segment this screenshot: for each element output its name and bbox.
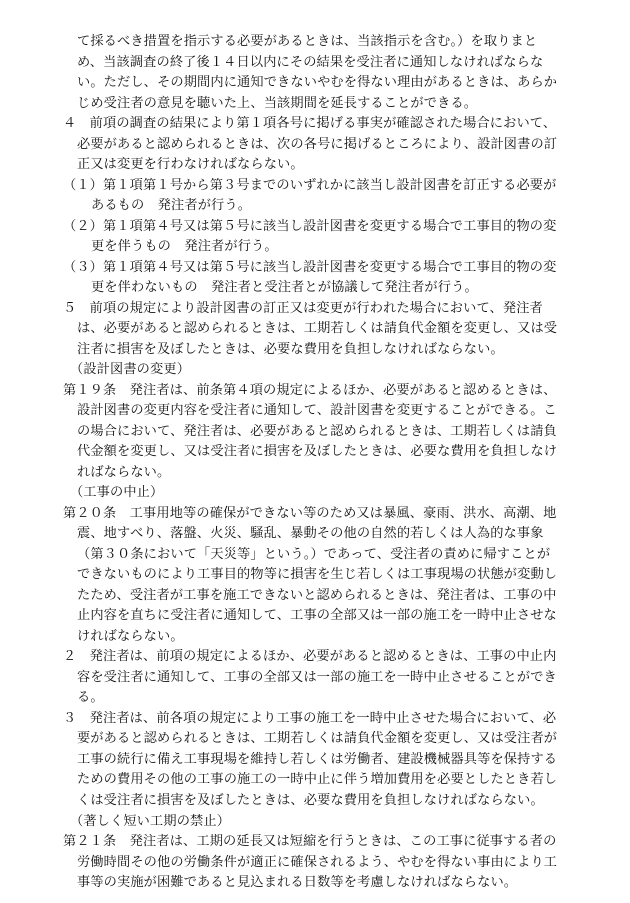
- text-line: 震、地すべり、落盤、火災、騒乱、暴動その他の自然的若しくは人為的な事象: [77, 526, 544, 542]
- text-line: ければならない。: [77, 628, 184, 644]
- text-line: たため、受注者が工事を施工できないと認められるときは、発注者は、工事の中: [77, 587, 557, 603]
- text-line: 第２０条 工事用地等の確保ができない等のため又は暴風、豪雨、洪水、高潮、地: [63, 505, 557, 521]
- text-line: い。ただし、その期間内に通知できないやむを得ない理由があるときは、あらか: [77, 75, 558, 90]
- text-line: 第２１条 発注者は、工期の延長又は短縮を行うときは、この工事に従事する者の: [63, 834, 557, 849]
- text-line: め、当該調査の終了後１４日以内にその結果を受注者に通知しなければならな: [77, 54, 544, 70]
- text-line: ればならない。: [77, 464, 171, 480]
- text-line: て採るべき措置を指示する必要があるときは、当該指示を含む。）を取りまと: [77, 34, 538, 49]
- text-line: じめ受注者の意見を聴いた上、当該期間を延長することができる。: [77, 95, 478, 111]
- text-line: ３ 発注者は、前各項の規定により工事の施工を一時中止させた場合において、必: [63, 710, 557, 726]
- text-line: ２ 発注者は、前項の規定によるほか、必要があると認めるときは、工事の中止内: [63, 649, 557, 665]
- text-line: 事等の実施が困難であると見込まれる日数等を考慮しなければならない。: [77, 875, 518, 890]
- text-line: 止内容を直ちに受注者に通知して、工事の全部又は一部の施工を一時中止させな: [77, 608, 557, 624]
- text-line: （２）第１項第４号又は第５号に該当し設計図書を変更する場合で工事目的物の変: [63, 218, 557, 234]
- text-line: 注者に損害を及ぼしたときは、必要な費用を負担しなければならない。: [77, 341, 504, 357]
- text-line: 正又は変更を行わなければならない。: [77, 157, 304, 173]
- text-line: 工事の続行に備え工事現場を維持し若しくは労働者、建設機械器具等を保持する: [77, 751, 558, 767]
- section-heading: （工事の中止）: [70, 485, 164, 501]
- text-line: る。: [77, 690, 104, 706]
- text-line: 必要があると認められるときは、次の各号に掲げるところにより、設計図書の訂: [77, 136, 558, 152]
- text-line: 容を受注者に通知して、工事の全部又は一部の施工を一時中止させることができ: [77, 669, 557, 685]
- text-line: 設計図書の変更内容を受注者に通知して、設計図書を変更することができる。こ: [77, 403, 557, 419]
- text-line: （３）第１項第４号又は第５号に該当し設計図書を変更する場合で工事目的物の変: [63, 259, 557, 275]
- text-line: （１）第１項第１号から第３号までのいずれかに該当し設計図書を訂正する必要が: [63, 177, 557, 193]
- text-line: （第３０条において「天災等」という。）であって、受注者の責めに帰すことが: [77, 546, 551, 562]
- text-line: あるもの 発注者が行う。: [91, 198, 252, 214]
- text-line: ４ 前項の調査の結果により第１項各号に掲げる事実が確認された場合において、: [63, 116, 557, 131]
- text-line: 更を伴わないもの 発注者と受注者とが協議して発注者が行う。: [91, 280, 478, 296]
- text-line: の場合において、発注者は、必要があると認められるときは、工期若しくは請負: [77, 423, 557, 439]
- text-line: 第１９条 発注者は、前条第４項の規定によるほか、必要があると認めるときは、: [63, 382, 557, 398]
- text-line: できないものにより工事目的物等に損害を生じ若しくは工事現場の状態が変動し: [77, 567, 558, 583]
- text-line: ５ 前項の規定により設計図書の訂正又は変更が行われた場合において、発注者: [63, 300, 543, 316]
- text-line: 更を伴うもの 発注者が行う。: [91, 239, 278, 255]
- text-line: 要があると認められるときは、工期若しくは請負代金額を変更し、又は受注者が: [77, 731, 558, 747]
- text-line: 労働時間その他の労働条件が適正に確保されるよう、やむを得ない事由により工: [77, 854, 558, 870]
- section-heading: （設計図書の変更）: [70, 362, 191, 378]
- section-heading: （著しく短い工期の禁止）: [70, 813, 231, 829]
- text-line: は、必要があると認められるときは、工期若しくは請負代金額を変更し、又は受: [77, 321, 558, 337]
- text-line: ための費用その他の工事の施工の一時中止に伴う増加費用を必要としたとき若し: [77, 772, 558, 788]
- text-line: くは受注者に損害を及ぼしたときは、必要な費用を負担しなければならない。: [77, 793, 544, 808]
- text-line: 代金額を変更し、又は受注者に損害を及ぼしたときは、必要な費用を負担しなけ: [77, 444, 558, 460]
